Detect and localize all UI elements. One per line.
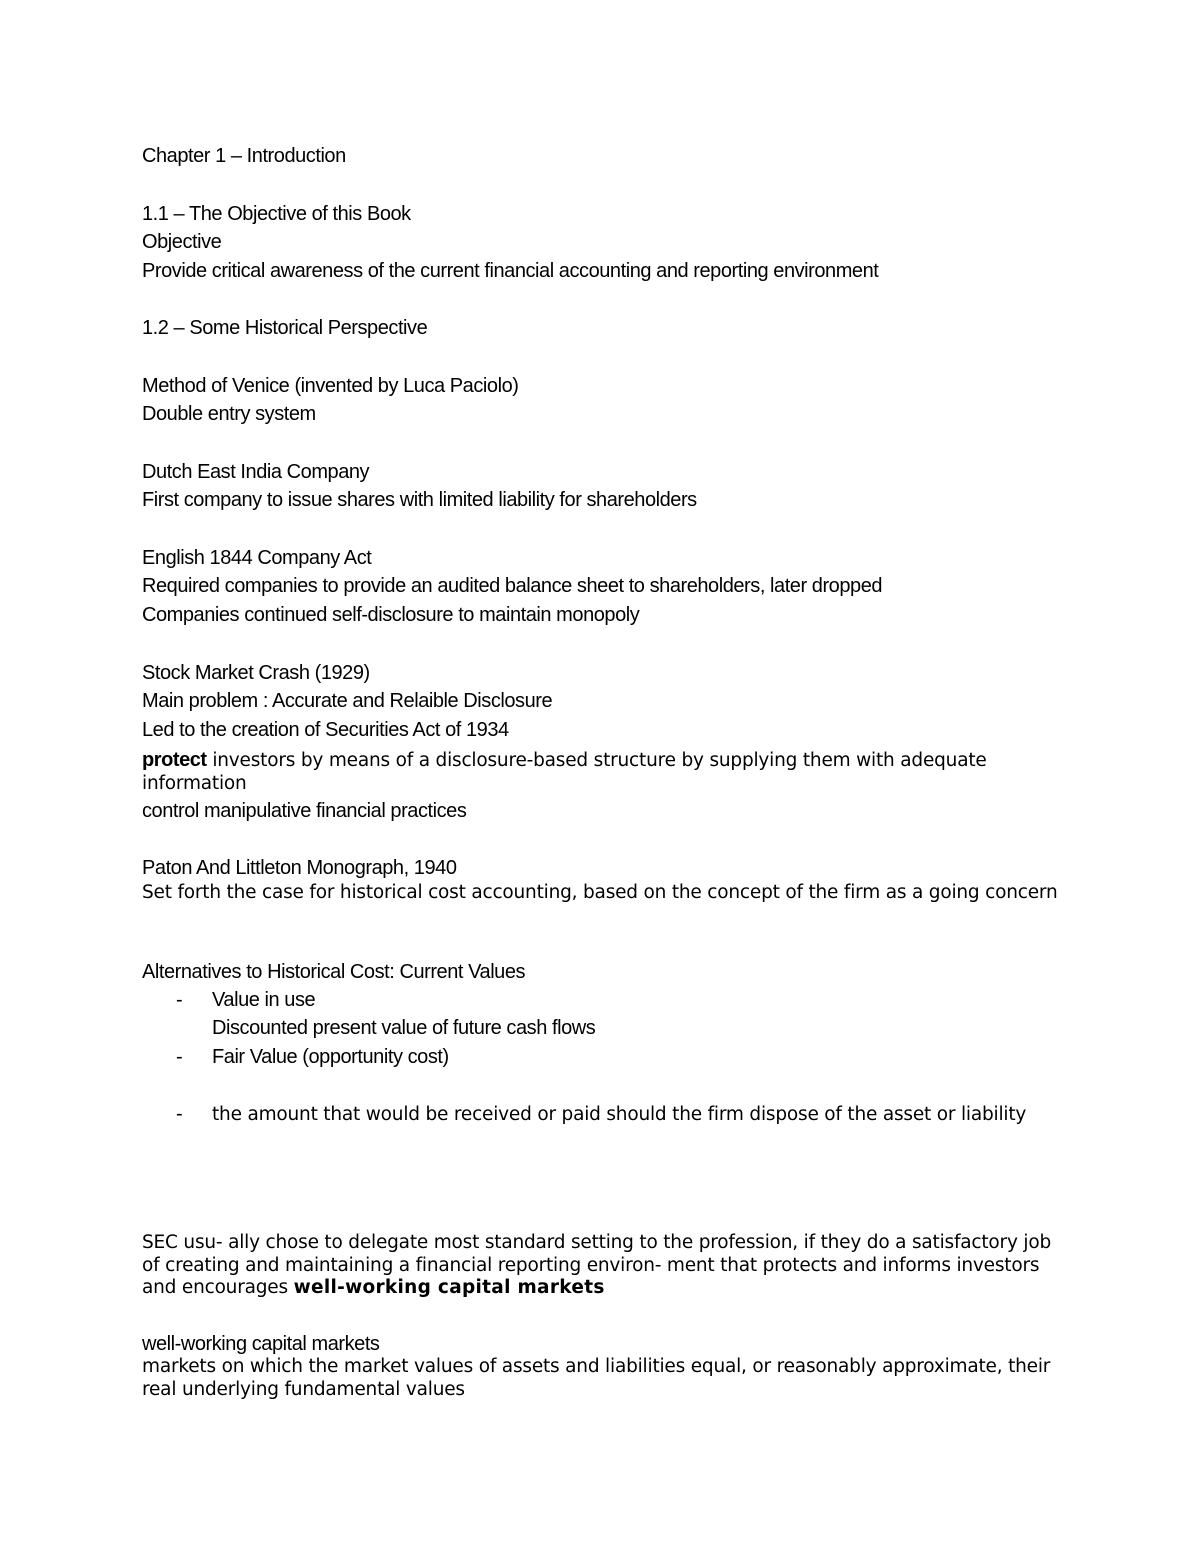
dutch-text: First company to issue shares with limited liability for shareholders (142, 489, 697, 511)
bullet-dash: - (176, 1103, 183, 1125)
sec-bold: well-working capital markets (293, 1277, 605, 1299)
english-act-text-2: Companies continued self-disclosure to maintain monopoly (142, 604, 640, 626)
wwcm-text: markets on which the market values of assets and liabilities equal, or reasonably approximate, their real underlying fundamental values (142, 1356, 1051, 1400)
value-in-use: Value in use (212, 989, 316, 1011)
objective-label: Objective (142, 231, 222, 253)
chapter-title: Chapter 1 – Introduction (142, 145, 346, 167)
fair-value: Fair Value (opportunity cost) (212, 1046, 449, 1068)
dutch-title: Dutch East India Company (142, 461, 370, 483)
venice-title: Method of Venice (invented by Luca Paciolo) (142, 375, 519, 397)
section-2-heading: 1.2 – Some Historical Perspective (142, 317, 428, 339)
protect-paragraph (142, 748, 1072, 795)
protect-rest: investors by means of a disclosure-based structure by supplying them with adequate information (142, 750, 987, 794)
alternatives-title: Alternatives to Historical Cost: Current Values (142, 961, 526, 983)
control-text: control manipulative financial practices (142, 800, 467, 822)
english-act-text-1: Required companies to provide an audited balance sheet to shareholders, later dropped (142, 575, 883, 597)
protect-bold: protect (142, 749, 207, 771)
english-act-title: English 1844 Company Act (142, 547, 372, 569)
crash-act: Led to the creation of Securities Act of 1934 (142, 719, 509, 741)
wwcm-title: well-working capital markets (142, 1333, 380, 1355)
bullet-dash: - (176, 1046, 183, 1068)
discounted-text: Discounted present value of future cash flows (212, 1017, 596, 1039)
paton-text: Set forth the case for historical cost accounting, based on the concept of the firm as a going concern (142, 882, 1058, 903)
amount-text: the amount that would be received or paid should the firm dispose of the asset or liability (212, 1104, 1027, 1125)
sec-text: SEC usu- ally chose to delegate most standard setting to the profession, if they do a satisfactory job of creating and maintaining a financial reporting environ- ment that protects and informs investors and encourages (142, 1232, 1051, 1299)
venice-text: Double entry system (142, 403, 316, 425)
paton-title: Paton And Littleton Monograph, 1940 (142, 857, 457, 879)
sec-paragraph (142, 1232, 1072, 1300)
section-1-heading: 1.1 – The Objective of this Book (142, 203, 411, 225)
objective-text: Provide critical awareness of the current financial accounting and reporting environment (142, 260, 879, 282)
crash-title: Stock Market Crash (1929) (142, 662, 370, 684)
crash-problem: Main problem : Accurate and Relaible Disclosure (142, 690, 553, 712)
bullet-dash: - (176, 989, 183, 1011)
